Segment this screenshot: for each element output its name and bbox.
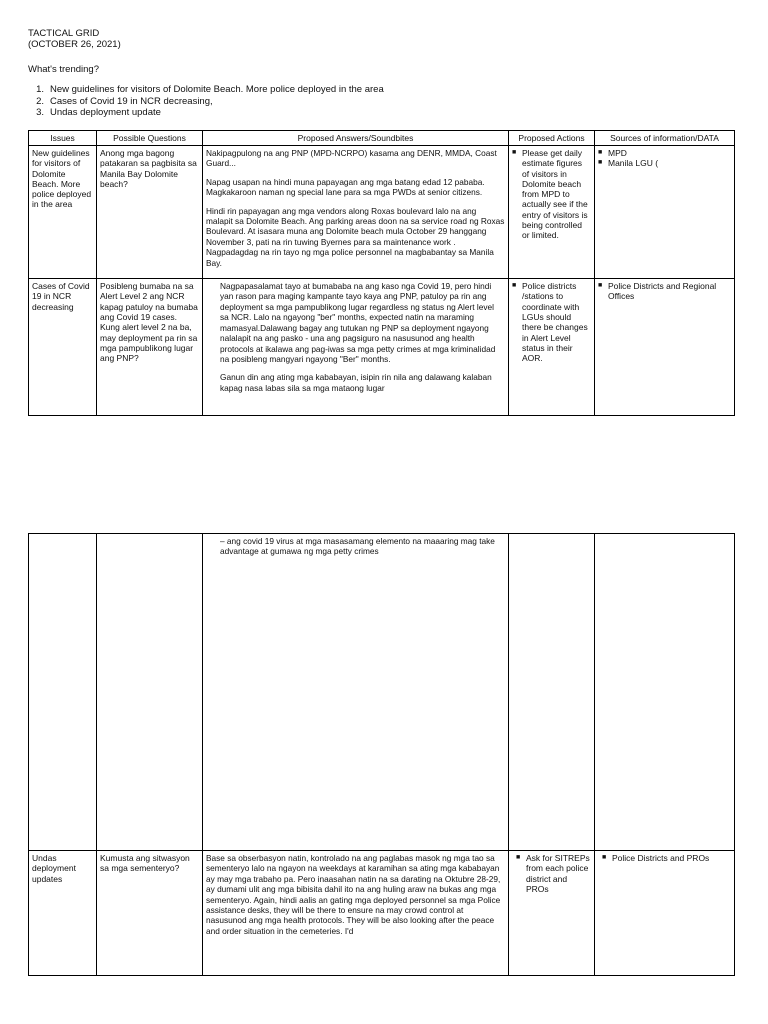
answer-cell (203, 279, 509, 416)
answer-paragraph: Hindi rin papayagan ang mga vendors along Roxas boulevard lalo na ang malapit sa Dolomite Beach. Ang parking areas doon na sa service road ng Roxas Boulevard. At isasara muna ang Dolomite beach mula October 29 hanggang November 3, pati na rin tuwing Byernes para sa maintenance work . Nagpadagdag na rin tayo ng mga police personnel na magbabantay sa Manila Bay. (206, 205, 505, 268)
question-cell: Posibleng bumaba na sa Alert Level 2 ang NCR kapag patuloy na bumaba ang Covid 19 cases. Kung alert level 2 na ba, may deployment pa rin sa mga pampublikong lugar ang PNP? (97, 279, 203, 416)
document-date: (OCTOBER 26, 2021) (28, 39, 121, 50)
trending-list (28, 84, 384, 119)
answer-cell (203, 851, 509, 976)
trending-item: 2. Cases of Covid 19 in NCR decreasing, (36, 95, 213, 107)
issue-cell: Undas deployment updates (29, 851, 97, 976)
header-issues: Issues (29, 131, 97, 146)
question-cell: Anong mga bagong patakaran sa pagbisita sa Manila Bay Dolomite beach? (97, 146, 203, 279)
issue-cell (29, 534, 97, 851)
document-title: TACTICAL GRID (28, 28, 100, 39)
source-cell (595, 534, 735, 851)
action-cell: ■ Police districts /stations to coordinate with LGUs should there be changes in Alert Level status in their AOR. (509, 279, 595, 416)
answer-paragraph: Base sa obserbasyon natin, kontrolado na ang paglabas masok ng mga tao sa sementeryo lalo na ngayon na weekdays at karamihan sa ating mga kababayan ay may mga trabaho pa. Pero inaasahan natin na sa darating na Oktubre 28-29, ay dumami ulit ang mga bibisita dahil ito na ang huling araw na bukas ang mga sementeryo. Again, hindi aalis an gating mga deployed personnel sa mga Police assistance desks, they will be there to ensure na may crowd control at nasusunod ang mga health protocols. They will be also looking after the peace and order situation in the cemeteries. I'd (206, 853, 501, 936)
bullet-icon: ■ (598, 149, 603, 156)
tactical-grid-table (28, 130, 735, 416)
bullet-icon: ■ (512, 149, 517, 156)
header-actions: Proposed Actions (509, 131, 595, 146)
header-answers: Proposed Answers/Soundbites (203, 131, 509, 146)
answer-paragraph: – ang covid 19 virus at mga masasamang elemento na maaaring mag take advantage at gumawa ng mga petty crimes (220, 536, 495, 557)
answer-cell (203, 146, 509, 279)
table-header-row (29, 131, 735, 146)
trending-item: 1. New guidelines for visitors of Dolomite Beach. More police deployed in the area (36, 84, 384, 95)
table-row (29, 534, 735, 851)
question-cell: Kumusta ang sitwasyon sa mga sementeryo? (97, 851, 203, 976)
bullet-icon: ■ (602, 854, 607, 861)
action-cell (509, 534, 595, 851)
document-header (28, 28, 121, 50)
bullet-icon: ■ (516, 854, 521, 861)
answer-paragraph: Nakipagpulong na ang PNP (MPD-NCRPO) kasama ang DENR, MMDA, Coast Guard... (206, 148, 497, 169)
answer-cell (203, 534, 509, 851)
answer-paragraph: Napag usapan na hindi muna papayagan ang mga batang edad 12 pababa. Magkakaroon naman ng special lane para sa mga PWDs at senior citizens. (206, 176, 485, 198)
question-cell (97, 534, 203, 851)
header-sources: Sources of information/DATA (595, 131, 735, 146)
action-cell: ■ Please get daily estimate figures of visitors in Dolomite beach from MPD to actually see if the entry of visitors is being controlled or limited. (509, 146, 595, 279)
bullet-icon: ■ (512, 282, 517, 290)
source-cell: ■ Police Districts and Regional Offices (595, 279, 735, 416)
source-cell: ■ MPD ■ Manila LGU ( (595, 146, 735, 279)
table-row (29, 146, 735, 279)
table-row (29, 279, 735, 416)
trending-label: What's trending? (28, 64, 99, 75)
tactical-grid-table-continued (28, 533, 735, 976)
header-questions: Possible Questions (97, 131, 203, 146)
bullet-icon: ■ (598, 159, 603, 167)
issue-cell: Cases of Covid 19 in NCR decreasing (29, 279, 97, 416)
issue-cell: New guidelines for visitors of Dolomite Beach. More police deployed in the area (29, 146, 97, 279)
trending-item: 3. Undas deployment update (36, 107, 161, 118)
answer-paragraph: Ganun din ang ating mga kababayan, isipin rin nila ang dalawang kalaban kapag nasa labas sila sa mga mataong lugar (220, 372, 492, 393)
source-cell: ■ Police Districts and PROs (595, 851, 735, 976)
bullet-icon: ■ (598, 282, 603, 290)
action-cell: ■ Ask for SITREPs from each police district and PROs (509, 851, 595, 976)
table-row (29, 851, 735, 976)
answer-paragraph: Nagpapasalamat tayo at bumababa na ang kaso nga Covid 19, pero hindi yan rason para maging kampante tayo kaya ang PNP, patuloy pa rin ang deployment sa mga pampublikong lugar regardless ng status ng Alert level sa NCR. Lalo na ngayong "ber" months, expected natin na maraming mamasyal.Dalawang bagay ang tutukan ng PNP sa deployment ngayong nalalapit na ang pasko - una ang pagsiguro na nasusunod ang health protocols at ikalawa ang pag-iwas sa mga petty crimes at mga kriminalidad na posibleng mangyari ngayong "Ber" months. (220, 281, 496, 364)
